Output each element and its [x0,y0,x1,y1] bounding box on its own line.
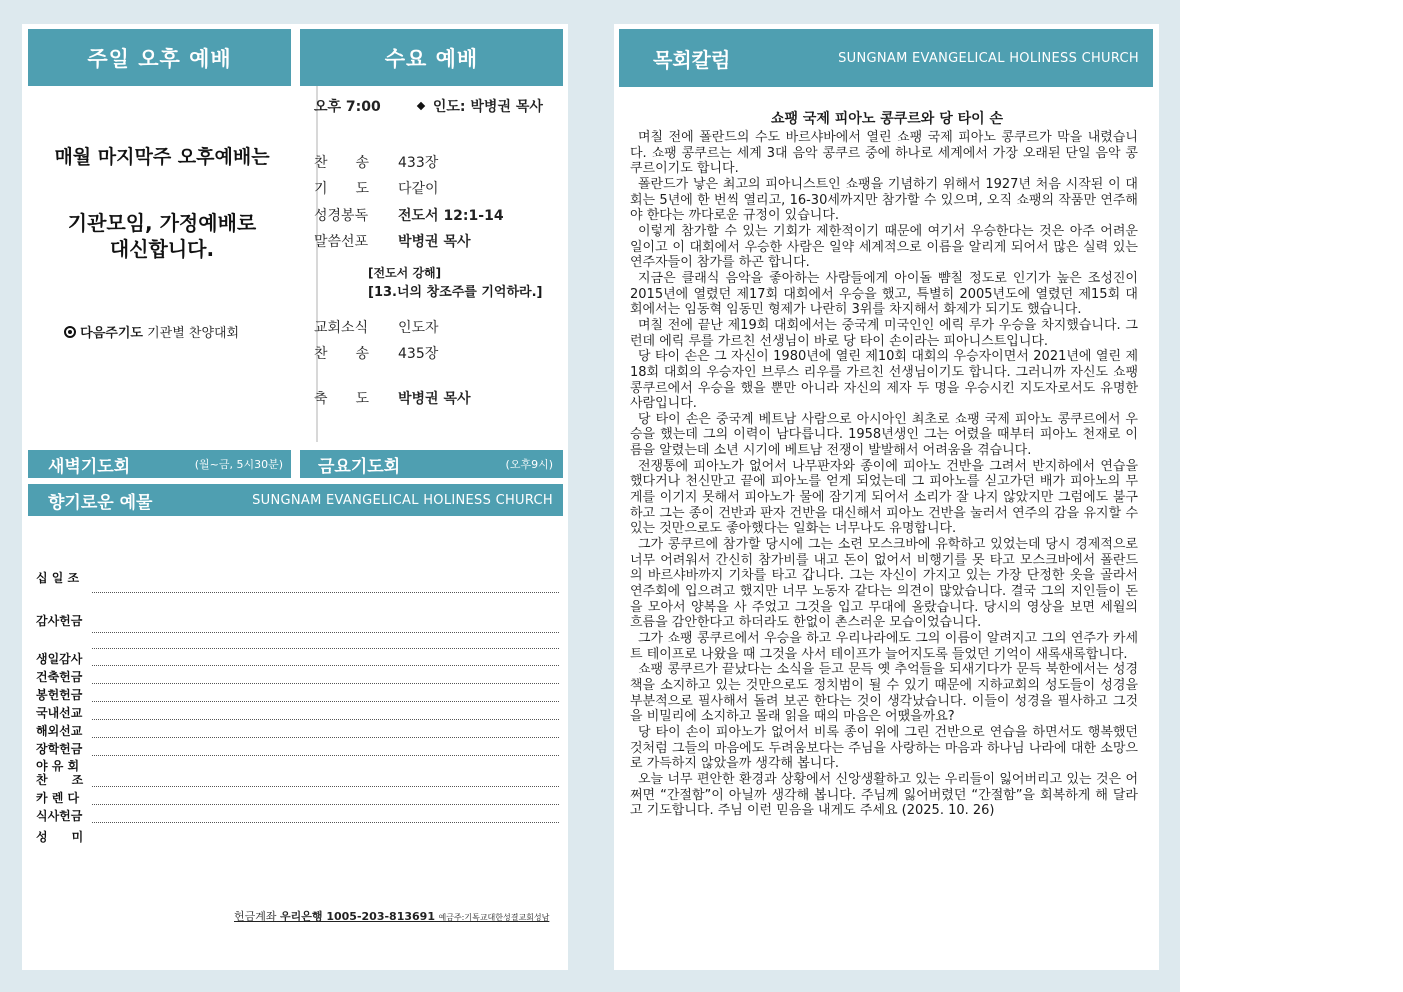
offering-item: 카 렌 다 [36,791,80,805]
dawn-prayer-time: (월~금, 5시30분) [194,458,283,471]
offering-item: 성 미 [36,830,84,844]
offering-line [92,719,559,720]
offering-line [92,701,559,702]
column-paragraph: 폴란드가 낳은 최고의 피아니스트인 쇼팽을 기념하기 위해서 1927년 처음 시작된 이 대회는 5년에 한 번씩 열리고, 16-30세까지만 참가할 수 있으며, 오직 쇼팽의 작품만 연주해야 한다는 까다로운 규정이 있습니다. [630,176,1138,224]
left-page [22,24,568,970]
column-paragraph: 쇼팽 콩쿠르가 끝났다는 소식을 듣고 문득 옛 추억들을 되새기다가 문득 북한에서는 성경책을 소지하고 있는 것만으로도 정치범이 될 수 있기 때문에 지하교회의 성도들이 성경을 부분적으로 필사해서 돌려 보곤 한다는 것이 생각났습니다. 이들이 성경을 필사하고 그것을 비밀리에 소지하고 몰래 읽을 때의 마음은 어땠을까요? [630,662,1138,725]
column-paragraph: 며칠 전에 폴란드의 수도 바르샤바에서 열린 쇼팽 국제 피아노 콩쿠르가 막을 내렸습니다. 쇼팽 콩쿠르는 세계 3대 음악 콩쿠르 중에 하나로 세계에서 가장 오래된 단일 음악 콩쿠르이기도 합니다. [630,130,1138,177]
column-paragraph: 오늘 너무 편안한 환경과 상황에서 신앙생활하고 있는 우리들이 잃어버리고 있는 것은 어쩌면 “간절함”이 아닐까 생각해 봅니다. 주님께 잃어버렸던 “간절함”을 회복하게 해 달라고 기도합니다. 주님 이런 믿음을 내게도 주세요 (2025. 10. 26) [630,771,1138,819]
column-paragraph: 당 타이 손은 중국계 베트남 사람으로 아시아인 최초로 쇼팽 국제 피아노 콩쿠르에서 우승을 했는데 그의 이력이 남다릅니다. 1958년생인 그는 어렸을 때부터 피아노 천재로 이름을 알렸는데 소년 시기에 베트남 전쟁이 발발해서 어려움을 겪습니다. [630,411,1138,459]
sunday-note-line1: 매월 마지막주 오후예배는 [54,146,270,168]
offering-item: 야 유 회 [36,759,80,773]
account-label: 헌금계좌 [234,910,277,923]
offering-item: 십 일 조 [36,571,80,585]
wednesday-row-value: 박병권 목사 [398,391,471,407]
wednesday-row-label: 성경봉독 [314,208,369,224]
sunday-afternoon-header [28,29,291,86]
offering-line [92,648,559,649]
offering-item: 찬 조 [36,773,84,787]
column-paragraph: 당 타이 손은 그 자신이 1980년에 열린 제10회 대회의 우승자이면서 2021년에 열린 제18회 대회의 우승자인 브루스 리우를 가르친 선생님이기도 합니다. 그러니까 자신도 쇼팽 콩쿠르에서 우승을 했을 뿐만 아니라 자신의 제자 두 명을 우승시킨 지도자로서도 유명한 사람입니다. [630,349,1138,412]
next-week-label: 다음주기도 [80,326,143,341]
offering-item: 국내선교 [36,706,83,720]
column-header-bar [619,29,1153,87]
offering-line [92,737,559,738]
wednesday-header [300,29,563,86]
wednesday-row-label: 찬 송 [314,155,370,171]
wednesday-row-label: 교회소식 [314,320,369,336]
column-body [630,130,1138,819]
offering-church-name: SUNGNAM EVANGELICAL HOLINESS CHURCH [252,492,553,508]
column-paragraph: 지금은 클래식 음악을 좋아하는 사람들에게 아이돌 뺨칠 정도로 인기가 높은 조성진이 2015년에 열렸던 제17회 대회에서 우승을 했고, 특별히 2005년도에 열렸던 제15회 대회에서는 임동혁 임동민 형제가 나란히 3위를 차지해서 화제가 되기도 했습니다. [630,270,1138,318]
wednesday-row-value: 전도서 12:1-14 [398,208,504,224]
wednesday-row-value: 433장 [398,155,439,171]
wednesday-leader: 인도: 박병권 목사 [432,99,543,115]
column-church-name: SUNGNAM EVANGELICAL HOLINESS CHURCH [838,50,1139,66]
sunday-note-line3: 대신합니다. [109,237,215,261]
sunday-afternoon-title: 주일 오후 예배 [87,46,232,71]
offering-line [92,592,559,593]
offering-line [92,683,559,684]
next-week-value: 기관별 찬양대회 [147,326,240,341]
diamond-icon [417,102,425,110]
sermon-series: [전도서 강해] [368,266,442,280]
column-header: 목회칼럼 [653,47,731,72]
circle-bullet-icon [64,326,76,338]
sunday-note-line2: 기관모임, 가정예배로 [67,211,257,235]
offering-title: 향기로운 예물 [48,492,153,513]
wednesday-row-value: 435장 [398,346,439,362]
wednesday-row-value: 박병권 목사 [398,234,471,250]
friday-prayer-bar [300,450,563,478]
offering-line [92,786,559,787]
offering-bar [28,484,563,516]
wednesday-row-value: 다같이 [398,181,439,197]
offering-item: 해외선교 [36,724,83,738]
offering-line [92,804,559,805]
offering-account [234,908,549,924]
column-paragraph: 그가 쇼팽 콩쿠르에서 우승을 하고 우리나라에도 그의 이름이 알려지고 그의 연주가 카세트 테이프로 나왔을 때 그것을 사서 테이프가 늘어지도록 들었던 기억이 새록새록합니다. [630,631,1138,662]
wednesday-row-label: 축 도 [314,391,370,407]
column-paragraph: 전쟁통에 피아노가 없어서 나무판자와 종이에 피아노 건반을 그려서 반지하에서 연습을 했다거나 천신만고 끝에 피아노를 얻게 되었는데 그 피아노를 싣고가던 배가 피아노의 무게를 이기지 못해서 피아노가 물에 잠기게 되어서 소리가 잘 나지 않았지만 그럼에도 불구하고 그는 종이 건반과 판자 건반을 대신해서 피아노 건반을 눌러서 연주의 감을 유지할 수 있는 것만으로도 좋아했다는 일화는 너무나도 유명합니다. [630,458,1138,537]
wednesday-time: 오후 7:00 [314,99,381,115]
column-paragraph: 며칠 전에 끝난 제19회 대회에서는 중국계 미국인인 에릭 루가 우승을 차지했습니다. 그런데 에릭 루를 가르친 선생님이 바로 당 타이 손이라는 피아니스트입니다. [630,317,1138,349]
offering-line [92,822,559,823]
offering-item: 봉헌헌금 [36,688,83,702]
friday-prayer-time: (오후9시) [505,458,553,471]
column-paragraph: 당 타이 손이 피아노가 없어서 비록 종이 위에 그린 건반으로 연습을 하면서도 행복했던 것처럼 그들의 마음에도 두려움보다는 주님을 사랑하는 마음과 하나님 나라에 대한 소망으로 가득하지 않았을까 생각해 봅니다. [630,724,1138,772]
wednesday-row-value: 인도자 [398,320,439,336]
offering-line [92,632,559,633]
friday-prayer-title: 금요기도회 [318,456,401,477]
column-title: 쇼팽 국제 피아노 콩쿠르와 당 타이 손 [770,111,1004,127]
offering-item: 생일감사 [36,652,83,666]
column-paragraph: 그가 콩쿠르에 참가할 당시에 그는 소련 모스크바에 유학하고 있었는데 당시 경제적으로 너무 어려워서 간신히 참가비를 내고 돈이 없어서 비행기를 못 타고 모스크바에서 폴란드의 바르샤바까지 기차를 타고 갑니다. 그는 자신이 가지고 있는 가장 단정한 옷을 골라서 연주회에 입으려고 했지만 너무 노동자 같다는 의견이 많았습니다. 결국 그의 지인들이 돈을 모아서 양복을 사 주었고 그것을 입고 무대에 올랐습니다. 당시의 영상을 보면 세월의 흐름을 감안한다고 하더라도 한없이 촌스러운 모습이었습니다. [630,537,1138,631]
offering-item: 감사헌금 [36,614,83,628]
account-number: 우리은행 1005-203-813691 [280,910,435,923]
offering-line [92,665,559,666]
dawn-prayer-title: 새벽기도회 [48,456,131,477]
wednesday-row-label: 말씀선포 [314,234,369,250]
offering-item: 식사헌금 [36,809,83,823]
right-page [614,24,1159,970]
wednesday-title: 수요 예배 [384,46,479,71]
account-holder: 예금주:기독교대한성결교회성남 [438,913,550,922]
offering-item: 장학헌금 [36,742,83,756]
dawn-prayer-bar [28,450,291,478]
column-paragraph: 이렇게 참가할 수 있는 기회가 제한적이기 때문에 여기서 우승한다는 것은 아주 어려운 일이고 이 대회에서 우승한 사람은 일약 세계적으로 이름을 알리게 되어서 많은 실력 있는 연주자들이 참가를 하곤 합니다. [630,223,1138,271]
wednesday-row-label: 기 도 [314,181,370,197]
offering-line [92,755,559,756]
sermon-title: [13.너의 창조주를 기억하라.] [368,285,543,300]
offering-item: 건축헌금 [36,670,83,684]
wednesday-row-label: 찬 송 [314,346,370,362]
next-week-prayer [64,322,239,341]
